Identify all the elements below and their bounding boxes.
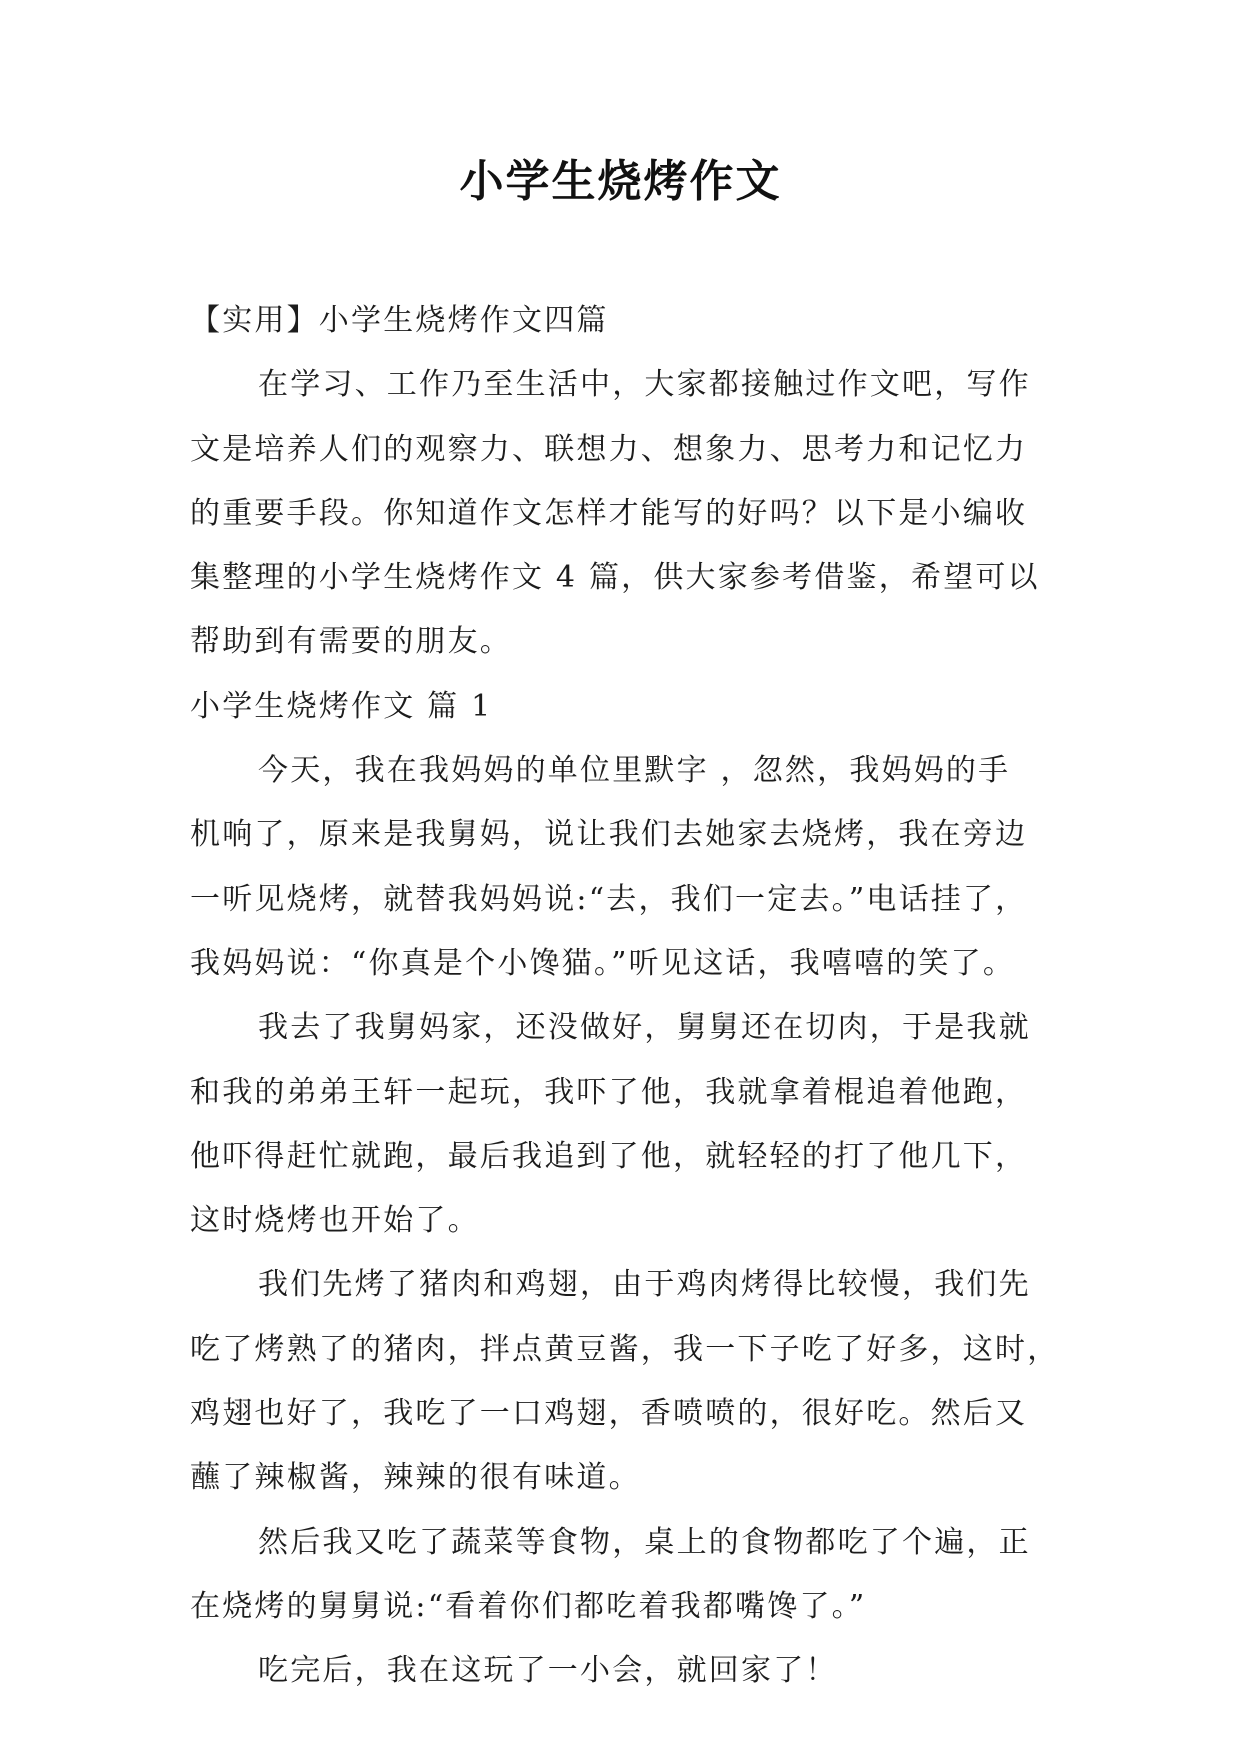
text-line: 的重要手段。你知道作文怎样才能写的好吗？以下是小编收 bbox=[190, 495, 1028, 531]
text-line: 这时烧烤也开始了。 bbox=[190, 1203, 480, 1239]
text-line: 我去了我舅妈家，还没做好，舅舅还在切肉，于是我就 bbox=[258, 1010, 1031, 1046]
text-line: 在烧烤的舅舅说:“看着你们都吃着我都嘴馋了。” bbox=[190, 1588, 867, 1624]
text-line: 鸡翅也好了，我吃了一口鸡翅，香喷喷的，很好吃。然后又 bbox=[190, 1396, 1028, 1432]
text-line: 他吓得赶忙就跑，最后我追到了他，就轻轻的打了他几下， bbox=[190, 1138, 1028, 1174]
text-line: 小学生烧烤作文 篇 1 bbox=[190, 688, 493, 724]
document-body bbox=[190, 289, 1060, 1704]
text-line: 在学习、工作乃至生活中，大家都接触过作文吧，写作 bbox=[258, 367, 1031, 403]
text-line: 我妈妈说：“你真是个小馋猫。”听见这话，我嘻嘻的笑了。 bbox=[190, 945, 1016, 981]
text-line: 蘸了辣椒酱，辣辣的很有味道。 bbox=[190, 1460, 641, 1496]
document-title: 小学生烧烤作文 bbox=[459, 156, 782, 207]
text-line: 文是培养人们的观察力、联想力、想象力、思考力和记忆力 bbox=[190, 431, 1028, 467]
text-line: 吃了烤熟了的猪肉，拌点黄豆酱，我一下子吃了好多，这时， bbox=[190, 1331, 1060, 1367]
text-line: 我们先烤了猪肉和鸡翅，由于鸡肉烤得比较慢，我们先 bbox=[258, 1267, 1031, 1303]
text-line: 吃完后，我在这玩了一小会，就回家了！ bbox=[258, 1653, 838, 1689]
text-line: 今天，我在我妈妈的单位里默字 ，忽然，我妈妈的手 bbox=[258, 753, 1011, 789]
text-line: 帮助到有需要的朋友。 bbox=[190, 624, 512, 660]
text-line: 然后我又吃了蔬菜等食物，桌上的食物都吃了个遍，正 bbox=[258, 1524, 1031, 1560]
text-line: 集整理的小学生烧烤作文 4 篇，供大家参考借鉴，希望可以 bbox=[190, 560, 1040, 596]
text-line: 机响了，原来是我舅妈，说让我们去她家去烧烤，我在旁边 bbox=[190, 817, 1028, 853]
text-line: 和我的弟弟王轩一起玩，我吓了他，我就拿着棍追着他跑， bbox=[190, 1074, 1028, 1110]
text-line: 一听见烧烤，就替我妈妈说:“去，我们一定去。”电话挂了， bbox=[190, 881, 1028, 917]
text-line: 【实用】小学生烧烤作文四篇 bbox=[190, 303, 609, 338]
